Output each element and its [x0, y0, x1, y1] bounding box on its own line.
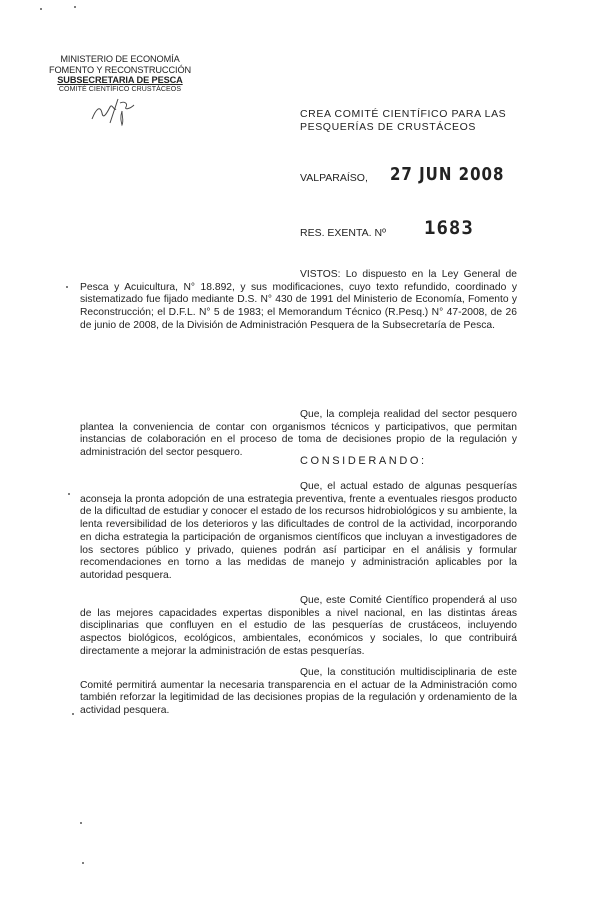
scan-speck — [40, 8, 42, 10]
title-line-2: PESQUERÍAS DE CRUSTÁCEOS — [300, 121, 477, 133]
scan-speck — [80, 822, 82, 824]
considerando-paragraph-4: Que, la constitución multidisciplinaria de este Comité permitirá aumentar la necesaria transparencia en el actuar de la Administración como también reforzar la legitimidad de las decisiones propias de la regulación y ordenamiento de la actividad pesquera. — [80, 667, 517, 717]
considerando-paragraph-1: Que, la compleja realidad del sector pesquero plantea la conveniencia de contar con organismos técnicos y participativos, que permitan instancias de colaboración en el proceso de toma de decisiones propio de la regulación y administración del sector pesquero. — [80, 409, 517, 459]
title-line-1: CREA COMITÉ CIENTÍFICO PARA LAS — [300, 108, 507, 120]
vistos-paragraph: VISTOS: Lo dispuesto en la Ley General de Pesca y Acuicultura, N° 18.892, y sus modificaciones, cuyo texto refundido, coordinado y sistematizado fue fijado mediante D.S. N° 430 de 1991 del Ministerio de Economía, Fomento y Reconstrucción; el D.F.L. N° 5 de 1983; el Memorandum Técnico (R.Pesq.) N° 47-2008, de 26 de junio de 2008, de la División de Administración Pesquera de la Subsecretaría de Pesca. — [80, 269, 517, 331]
ministry-header — [40, 54, 200, 94]
scan-speck — [68, 493, 70, 495]
header-line-2: FOMENTO Y RECONSTRUCCIÓN — [48, 64, 192, 75]
resolution-number: 1683 — [424, 217, 474, 239]
scan-speck — [74, 6, 76, 8]
resolution-title — [300, 108, 540, 134]
header-line-3: SUBSECRETARIA DE PESCA — [57, 75, 183, 85]
handwritten-initials — [88, 95, 138, 127]
date-stamp: 27 JUN 2008 — [390, 163, 505, 185]
place: VALPARAÍSO, — [300, 172, 368, 184]
considerando-paragraph-2: Que, el actual estado de algunas pesquerías aconseja la pronta adopción de una estrategia preventiva, frente a eventuales riesgos producto de la dificultad de estudiar y conocer el estado de los recursos hidrobiológicos y su ambiente, la lenta reversibilidad de los deterioros y las dificultades de control de la actividad, incorporando en dicha estrategia la participación de organismos científicos que incluyan a investigadores de los sectores público y privado, quienes podrán así participar en el análisis y formular recomendaciones en torno a las medidas de manejo y administración aplicables por la autoridad pesquera. — [80, 481, 517, 581]
header-line-1: MINISTERIO DE ECONOMÍA — [60, 54, 180, 64]
resolution-label: RES. EXENTA. Nº — [300, 227, 386, 239]
considerando-heading: CONSIDERANDO: — [300, 455, 427, 467]
scan-speck — [66, 286, 68, 288]
scan-speck — [72, 713, 74, 715]
header-line-4: COMITÉ CIENTÍFICO CRUSTÁCEOS — [58, 85, 182, 93]
considerando-paragraph-3: Que, este Comité Científico propenderá al uso de las mejores capacidades expertas disponibles a nivel nacional, en las distintas áreas disciplinarias que confluyen en el estudio de las pesquerías de crustáceos, incluyendo aspectos biológicos, ecológicos, ambientales, económicos y sociales, lo que contribuirá directamente a mejorar la administración de estas pesquerías. — [80, 595, 517, 657]
scan-speck — [82, 862, 84, 864]
